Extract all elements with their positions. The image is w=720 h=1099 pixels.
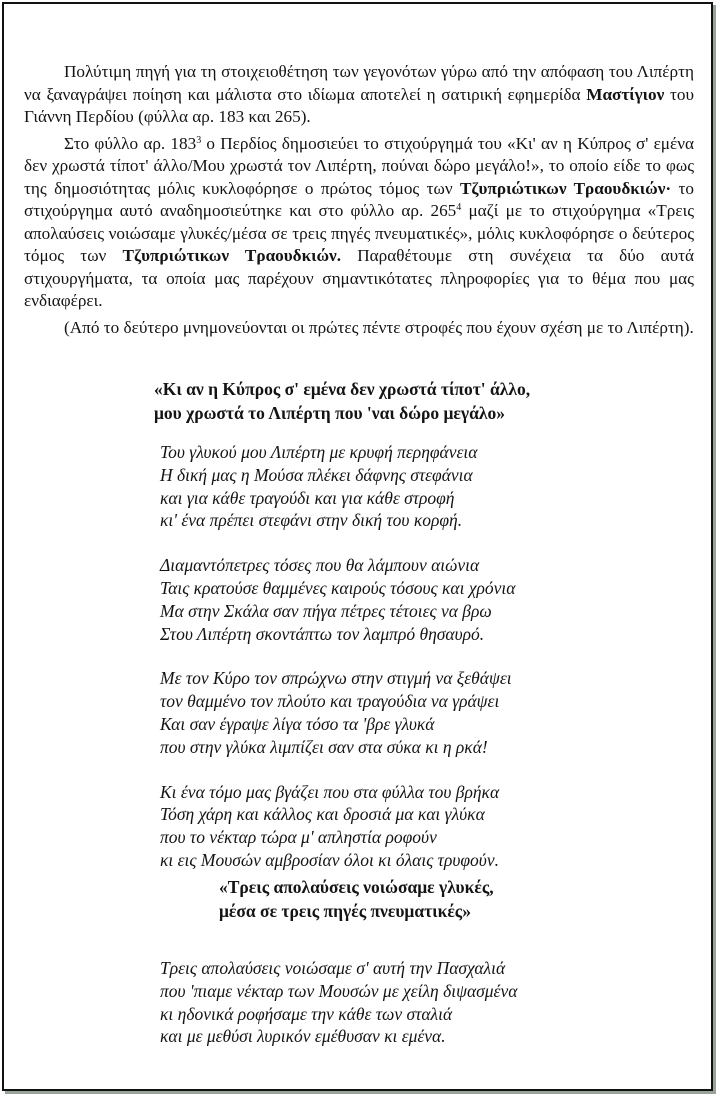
newspaper-title: Μαστίγιον xyxy=(586,84,665,104)
poem-1-title xyxy=(154,377,530,425)
verse-line: Με τον Κύρο τον σπρώχνω στην στιγμή να ξεθάψει xyxy=(160,668,512,689)
verse-line: και για κάθε τραγούδι και για κάθε στροφή xyxy=(160,487,455,508)
verse-line: Ταις κρατούσε θαμμένες καιρούς τόσους και χρόνια xyxy=(160,577,516,598)
text-segment: μαζί με το στιχούργημα «Τρεις απολαύσεις νοιώσαμε γλυκές/μέσα σε τρεις πηγές πνευματικές», μόλις κυκλοφόρησε ο δεύτερος τόμος των xyxy=(24,201,694,265)
verse-line: που το νέκταρ τώρα μ' απληστία ροφούν xyxy=(160,827,437,848)
footnote-ref-3[interactable]: 3 xyxy=(196,134,202,146)
stanza xyxy=(160,554,515,645)
paragraph-sources xyxy=(24,133,694,313)
book-title: Τζυπριώτικων Τραουδκιών· xyxy=(459,178,672,198)
text-segment: του Γιάννη Περδίου (φύλλα αρ. 183 και 265). xyxy=(24,84,694,126)
page-content xyxy=(24,61,694,1047)
text-segment: Παραθέτουμε στη συνέχεια τα δύο αυτά στιχουργήματα, τα οποία μας παρέχουν σημαντικότατες πληροφορίες για το θέμα που μας ενδιαφέρει. xyxy=(24,246,694,310)
verse-line: κι εις Μουσών αμβροσίαν όλοι κι όλαις τρυφούν. xyxy=(160,849,499,870)
stanza xyxy=(160,667,515,758)
verse-line: κι ηδονικά ροφήσαμε την κάθε των σταλιά xyxy=(160,1003,453,1024)
poem-title-line: μέσα σε τρεις πηγές πνευματικές» xyxy=(219,901,471,921)
book-title: Τζυπριώτικων Τραουδκιών. xyxy=(122,246,342,265)
poem-1-body xyxy=(160,441,515,894)
verse-line: Του γλυκού μου Λιπέρτη με κρυφή περηφάνεια xyxy=(160,442,478,462)
verse-line: Τόση χάρη και κάλλος και δροσιά μα και γλύκα xyxy=(160,804,485,825)
stanza xyxy=(160,957,517,1048)
paragraph-intro xyxy=(24,61,694,129)
stanza xyxy=(160,441,515,532)
text-segment: Πολύτιμη πηγή για τη στοιχειοθέτηση των γεγονότων γύρω από την απόφαση του Λιπέρτη να ξαναγράψει ποίηση και μάλιστα στο ιδίωμα αποτελεί η σατιρική εφημερίδα xyxy=(24,62,694,104)
poem-title-line: μου χρωστά το Λιπέρτη που 'ναι δώρο μεγάλο» xyxy=(154,403,505,423)
verse-line: κι' ένα πρέπει στεφάνι στην δική του κορφή. xyxy=(160,510,463,531)
text-segment: (Από το δεύτερο μνημονεύονται οι πρώτες πέντε στροφές που έχουν σχέση με το Λιπέρτη). xyxy=(64,317,694,337)
verse-line: που στην γλύκα λιμπίζει σαν στα σύκα κι η ρκά! xyxy=(160,736,488,757)
verse-line: και με μεθύσι λυρικόν εμέθυσαν κι εμένα. xyxy=(160,1026,446,1047)
poem-title-line: «Κι αν η Κύπρος σ' εμένα δεν χρωστά τίποτ' άλλο, xyxy=(154,379,531,399)
footnote-ref-4[interactable]: 4 xyxy=(456,202,462,213)
poem-2-body xyxy=(160,957,517,1048)
verse-line: Μα στην Σκάλα σαν πήγα πέτρες τέτοιες να βρω xyxy=(160,600,492,621)
verse-line: τον θαμμένο τον πλούτο και τραγούδια να γράψει xyxy=(160,691,500,712)
poem-2-title xyxy=(219,875,494,923)
text-segment: το στιχούργημα αυτό αναδημοσιεύτηκε και στο φύλλο αρ. 265 xyxy=(24,178,694,220)
paragraph-note xyxy=(24,317,694,340)
verse-line: Διαμαντόπετρες τόσες που θα λάμπουν αιώνια xyxy=(160,555,480,576)
verse-line: Και σαν έγραψε λίγα τόσο τα 'βρε γλυκά xyxy=(160,713,435,734)
poem-title-line: «Τρεις απολαύσεις νοιώσαμε γλυκές, xyxy=(219,877,494,897)
verse-line: Κι ένα τόμο μας βγάζει που στα φύλλα του βρήκα xyxy=(160,781,500,802)
stanza xyxy=(160,781,515,872)
verse-line: που 'πιαμε νέκταρ των Μουσών με χείλη διψασμένα xyxy=(160,980,518,1001)
verse-line: Η δική μας η Μούσα πλέκει δάφνης στεφάνια xyxy=(160,464,473,485)
verse-line: Τρεις απολαύσεις νοιώσαμε σ' αυτή την Πασχαλιά xyxy=(160,958,506,978)
text-segment: Στο φύλλο αρ. 183 xyxy=(64,133,197,153)
text-segment: ο Περδίος δημοσιεύει το στιχούργημά του «Κι' αν η Κύπρος σ' εμένα δεν χρωστά τίποτ' άλλο/Μου χρωστά τον Λιπέρτη, πούναι δώρο μεγάλο!», το οποίο είδε το φως της δημοσιότητας μόλις κυκλοφόρησε ο πρώτος τόμος των xyxy=(24,133,694,198)
document-page xyxy=(2,2,713,1091)
verse-line: Στου Λιπέρτη σκοντάπτω τον λαμπρό θησαυρό. xyxy=(160,623,485,644)
